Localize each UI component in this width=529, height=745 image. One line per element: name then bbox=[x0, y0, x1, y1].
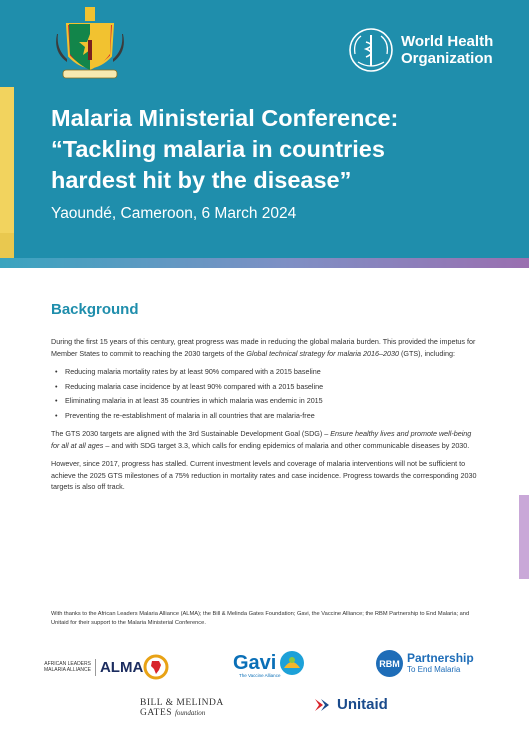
alma-line-1: AFRICAN LEADERS bbox=[44, 661, 91, 667]
background-text bbox=[51, 336, 481, 500]
acknowledgements: With thanks to the African Leaders Malaria Alliance (ALMA); the Bill & Melinda Gates Foundation; Gavi, the Vaccine Alliance; the RBM Partnership to End Malaria; and Unitaid for their support to the Malaria Ministerial Conference. bbox=[51, 611, 470, 626]
paragraph-1 bbox=[51, 336, 481, 359]
africa-map-icon bbox=[143, 654, 169, 680]
section-heading: Background bbox=[51, 301, 139, 318]
accent-bar-lower bbox=[0, 233, 14, 258]
paragraph-3: However, since 2017, progress has stalled. Current investment levels and coverage of malaria interventions will not be sufficient to achieve the 2025 GTS milestones of a 75% reduction in mortality rates and case incidence. Progress towards the corresponding 2030 targets is also off track. bbox=[51, 459, 477, 491]
unitaid-wordmark: Unitaid bbox=[337, 696, 388, 713]
list-item: • Preventing the re-establishment of malaria in all countries that are malaria-free bbox=[51, 410, 481, 422]
title-line-1: Malaria Ministerial Conference: bbox=[51, 105, 399, 131]
gates-foundation-logo bbox=[140, 698, 224, 718]
gavi-tagline: The Vaccine Alliance bbox=[239, 673, 281, 678]
alma-acronym: ALMA bbox=[95, 659, 143, 676]
gavi-logo bbox=[233, 650, 305, 676]
gates-name: GATES bbox=[140, 708, 173, 718]
p1-text-b: (GTS), including: bbox=[399, 348, 455, 358]
paragraph-2 bbox=[51, 428, 481, 451]
title-line-3: hardest hit by the disease” bbox=[51, 167, 352, 193]
who-name-line1: World Health bbox=[401, 33, 494, 50]
gavi-wordmark: Gavi bbox=[233, 651, 277, 674]
alma-logo bbox=[44, 654, 169, 680]
rbm-tagline: To End Malaria bbox=[407, 665, 461, 674]
alma-full-name bbox=[44, 661, 91, 673]
rbm-partnership: Partnership bbox=[407, 651, 474, 665]
who-name-line2: Organization bbox=[401, 50, 493, 67]
rbm-logo bbox=[376, 650, 474, 677]
gradient-band bbox=[0, 258, 529, 268]
right-accent-bar bbox=[519, 495, 529, 579]
who-logo bbox=[347, 26, 493, 74]
title-line-2: “Tackling malaria in countries bbox=[51, 136, 385, 162]
p2-text-italic: Ensure healthy lives and promote well-being for all at all ages bbox=[51, 429, 472, 450]
alma-line-2: MALARIA ALLIANCE bbox=[44, 667, 91, 673]
gates-foundation-word: foundation bbox=[174, 709, 206, 717]
page-subtitle: Yaoundé, Cameroon, 6 March 2024 bbox=[51, 205, 297, 222]
coat-of-arms-icon bbox=[55, 4, 125, 84]
unitaid-logo bbox=[315, 696, 388, 713]
p1-text-italic: Global technical strategy for malaria 2016–2030 bbox=[246, 348, 400, 358]
p2-text-a: The GTS 2030 targets are aligned with the 3rd Sustainable Development Goal (SDG) – bbox=[51, 429, 331, 438]
gates-line-1: BILL & MELINDA bbox=[140, 698, 224, 708]
who-emblem-icon bbox=[347, 26, 395, 74]
unitaid-arrow-icon bbox=[315, 697, 335, 713]
list-item: • Reducing malaria mortality rates by at least 90% compared with a 2015 baseline bbox=[51, 366, 481, 378]
rbm-circle-icon: RBM bbox=[376, 650, 403, 677]
gavi-globe-icon bbox=[279, 650, 305, 676]
gates-line-2 bbox=[140, 708, 205, 718]
accent-bar bbox=[0, 87, 14, 233]
list-item: • Eliminating malaria in at least 35 countries in which malaria was endemic in 2015 bbox=[51, 395, 481, 407]
p2-text-b: – and with SDG target 3.3, which calls for ending epidemics of malaria and other communicable diseases by 2030. bbox=[103, 440, 470, 450]
targets-list bbox=[51, 366, 481, 421]
p1-text-a: During the first 15 years of this century, great progress was made in reducing the global malaria burden. This provided the impetus for Member States to commit to reaching the 2030 targets of the bbox=[51, 337, 476, 358]
list-item: • Reducing malaria case incidence by at least 90% compared with a 2015 baseline bbox=[51, 381, 481, 393]
page-title bbox=[51, 103, 511, 196]
